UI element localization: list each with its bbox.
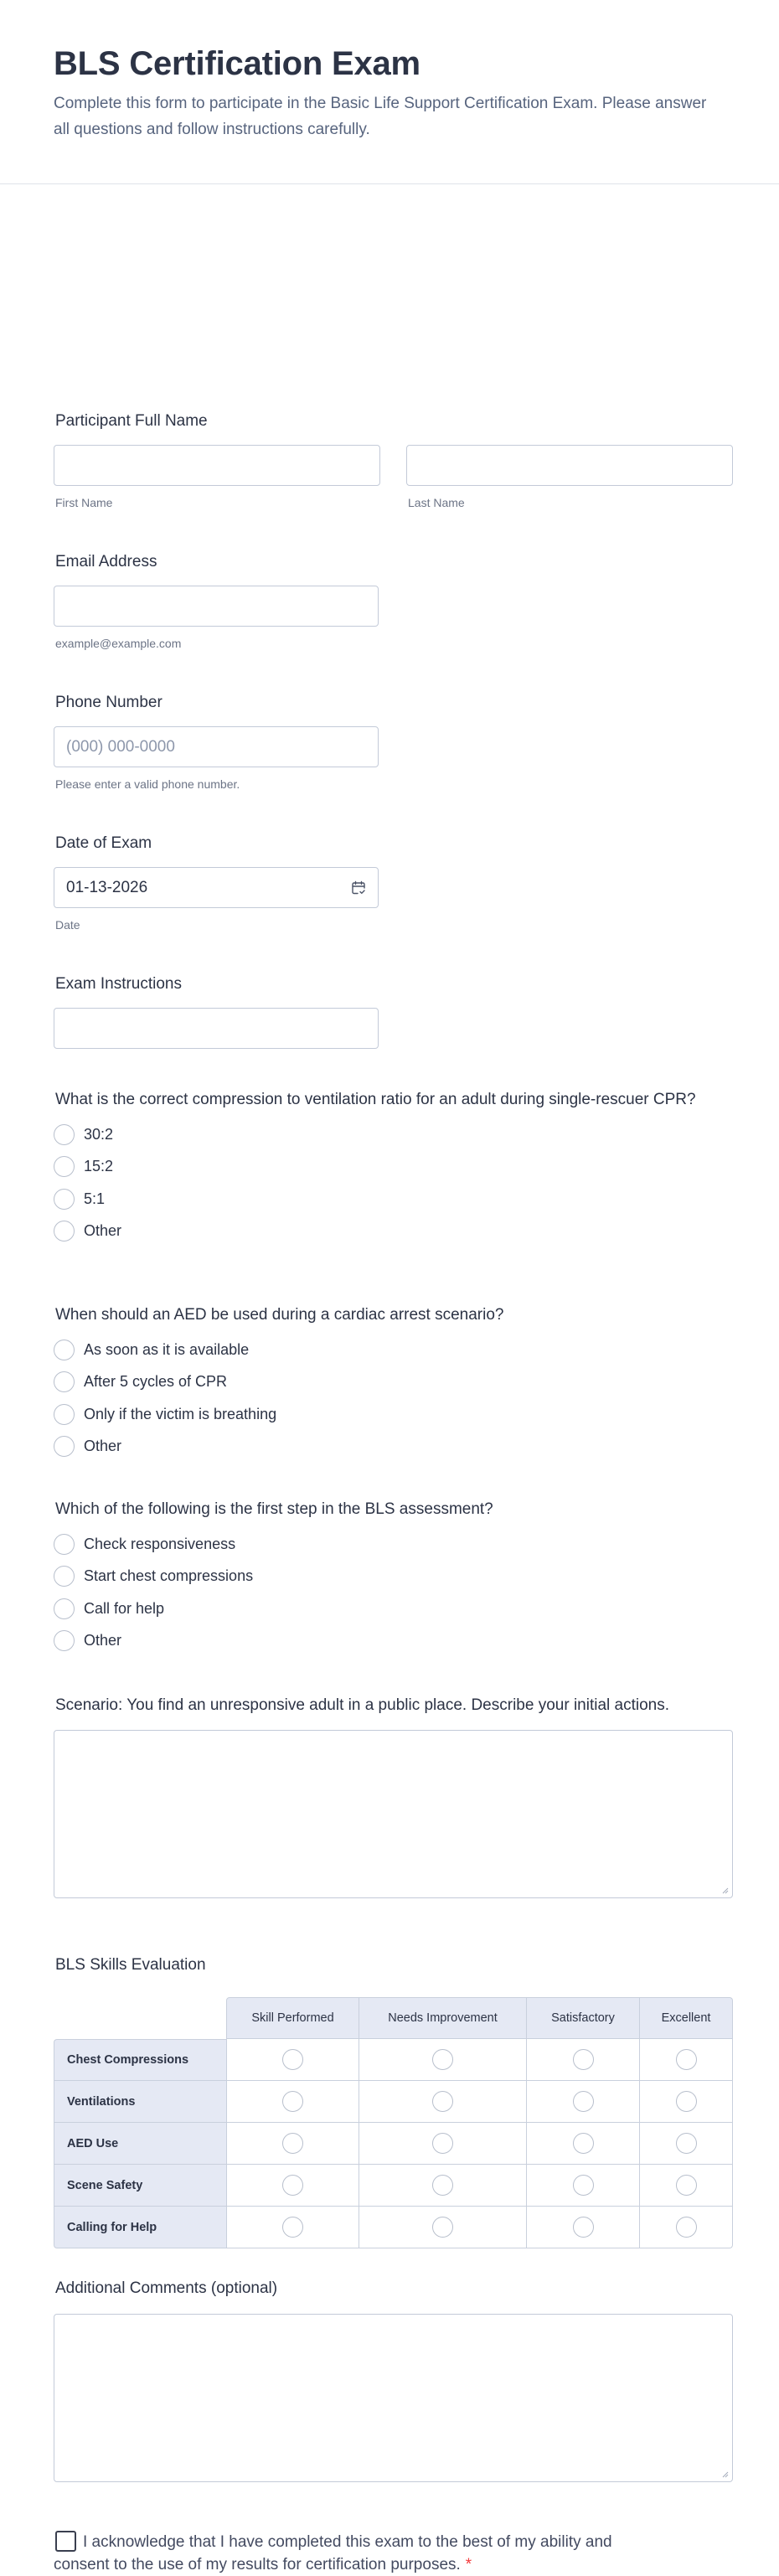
radio-button[interactable] [54, 1156, 75, 1177]
matrix-row [54, 2123, 733, 2165]
matrix-header-row [54, 1997, 733, 2039]
matrix-radio[interactable] [432, 2049, 453, 2070]
matrix-radio[interactable] [676, 2091, 697, 2112]
consent-label[interactable] [54, 2531, 662, 2576]
question-2-text: When should an AED be used during a cardiac arrest scenario? [55, 1306, 504, 1324]
option-label: Other [84, 1222, 122, 1240]
last-name-group [406, 445, 733, 509]
matrix-row-label: Calling for Help [54, 2207, 226, 2248]
option-label: After 5 cycles of CPR [84, 1373, 228, 1391]
scenario-field [54, 1695, 733, 1898]
date-value: 01-13-2026 [66, 878, 148, 896]
matrix-column-header: Satisfactory [527, 1997, 640, 2039]
option-label: Only if the victim is breathing [84, 1405, 277, 1422]
radio-button[interactable] [54, 1221, 75, 1242]
matrix-row-label: Ventilations [54, 2081, 226, 2123]
question-3-option[interactable] [54, 1625, 733, 1658]
radio-button[interactable] [54, 1630, 75, 1651]
question-2-option[interactable] [54, 1398, 733, 1431]
question-1-options [54, 1118, 733, 1247]
radio-button[interactable] [54, 1340, 75, 1360]
matrix-radio[interactable] [282, 2175, 303, 2196]
question-3-option[interactable] [54, 1561, 733, 1593]
question-1-text: What is the correct compression to ventilation ratio for an adult during single-rescuer CPR? [55, 1091, 696, 1108]
question-1-option[interactable] [54, 1118, 733, 1151]
skills-matrix [54, 1997, 733, 2248]
resize-grip-icon[interactable] [722, 1887, 729, 1894]
matrix-radio[interactable] [282, 2049, 303, 2070]
phone-sublabel: Please enter a valid phone number. [55, 777, 240, 791]
matrix-radio[interactable] [573, 2217, 594, 2238]
full-name-label: Participant Full Name [55, 412, 208, 430]
matrix-radio[interactable] [573, 2049, 594, 2070]
matrix-radio[interactable] [676, 2049, 697, 2070]
date-label: Date of Exam [55, 834, 152, 852]
consent-checkbox[interactable] [55, 2531, 76, 2552]
radio-button[interactable] [54, 1534, 75, 1555]
resize-grip-icon[interactable] [722, 2471, 729, 2478]
skills-evaluation-field [54, 1955, 733, 2248]
question-3-options [54, 1528, 733, 1657]
form-title: BLS Certification Exam [54, 45, 420, 82]
matrix-radio[interactable] [676, 2133, 697, 2154]
matrix-radio[interactable] [676, 2175, 697, 2196]
first-name-input[interactable] [54, 445, 380, 486]
question-2-option[interactable] [54, 1334, 733, 1366]
matrix-radio[interactable] [432, 2217, 453, 2238]
scenario-textarea[interactable] [54, 1730, 733, 1898]
matrix-column-header: Skill Performed [226, 1997, 359, 2039]
question-1-option[interactable] [54, 1216, 733, 1248]
date-field [54, 834, 733, 932]
option-label: 5:1 [84, 1190, 106, 1207]
comments-field [54, 2279, 733, 2482]
matrix-radio[interactable] [282, 2217, 303, 2238]
date-sublabel: Date [55, 918, 80, 932]
option-label: Other [84, 1632, 122, 1649]
matrix-row [54, 2165, 733, 2207]
question-3-option[interactable] [54, 1528, 733, 1561]
matrix-radio[interactable] [573, 2133, 594, 2154]
question-2-options [54, 1334, 733, 1463]
first-name-group [54, 445, 380, 509]
option-label: Other [84, 1438, 122, 1455]
exam-instructions-label: Exam Instructions [55, 975, 182, 993]
question-2-option[interactable] [54, 1366, 733, 1399]
matrix-row [54, 2207, 733, 2248]
option-label: Call for help [84, 1599, 165, 1617]
email-label: Email Address [55, 553, 157, 570]
matrix-radio[interactable] [282, 2133, 303, 2154]
full-name-field [54, 411, 733, 509]
skills-evaluation-label: BLS Skills Evaluation [55, 1956, 206, 1974]
matrix-radio[interactable] [676, 2217, 697, 2238]
phone-field [54, 693, 733, 791]
question-2 [54, 1304, 733, 1463]
form-header [0, 0, 779, 184]
email-field [54, 552, 733, 650]
exam-instructions-input[interactable] [54, 1008, 379, 1049]
first-name-sublabel: First Name [55, 496, 113, 509]
comments-textarea[interactable] [54, 2314, 733, 2482]
exam-instructions-field [54, 974, 733, 1049]
phone-label: Phone Number [55, 694, 163, 711]
last-name-sublabel: Last Name [408, 496, 465, 509]
email-input[interactable] [54, 586, 379, 627]
matrix-row-label: AED Use [54, 2123, 226, 2165]
form-description: Complete this form to participate in the Basic Life Support Certification Exam. Please answer all questions and follow instructions carefully. [54, 95, 707, 138]
question-3-text: Which of the following is the first step in the BLS assessment? [55, 1500, 493, 1518]
matrix-row [54, 2039, 733, 2081]
matrix-column-header: Needs Improvement [359, 1997, 527, 2039]
question-1-option[interactable] [54, 1151, 733, 1184]
question-3 [54, 1499, 733, 1657]
option-label: 15:2 [84, 1158, 114, 1175]
matrix-row-label: Scene Safety [54, 2165, 226, 2207]
consent-field [54, 2531, 662, 2576]
option-label: Start chest compressions [84, 1567, 254, 1585]
option-label: Check responsiveness [84, 1535, 236, 1552]
radio-button[interactable] [54, 1598, 75, 1619]
scenario-label: Scenario: You find an unresponsive adult in a public place. Describe your initial actions. [55, 1696, 670, 1714]
radio-button[interactable] [54, 1436, 75, 1457]
radio-button[interactable] [54, 1124, 75, 1145]
question-1 [54, 1089, 733, 1247]
email-sublabel: example@example.com [55, 637, 182, 650]
option-label: 30:2 [84, 1125, 114, 1143]
radio-button[interactable] [54, 1371, 75, 1392]
matrix-radio[interactable] [573, 2175, 594, 2196]
required-asterisk: * [465, 2556, 472, 2573]
matrix-column-header: Excellent [640, 1997, 733, 2039]
question-3-option[interactable] [54, 1593, 733, 1625]
question-1-option[interactable] [54, 1183, 733, 1216]
comments-label: Additional Comments (optional) [55, 2279, 278, 2297]
radio-button[interactable] [54, 1404, 75, 1425]
phone-input[interactable]: (000) 000-0000 [54, 726, 379, 767]
radio-button[interactable] [54, 1566, 75, 1587]
last-name-input[interactable] [406, 445, 733, 486]
calendar-icon[interactable] [351, 880, 366, 896]
date-input[interactable] [54, 867, 379, 908]
matrix-radio[interactable] [573, 2091, 594, 2112]
matrix-radio[interactable] [432, 2133, 453, 2154]
question-2-option[interactable] [54, 1431, 733, 1464]
consent-text: I acknowledge that I have completed this exam to the best of my ability and consent to the use of my results for certification purposes. [54, 2533, 612, 2573]
matrix-radio[interactable] [432, 2091, 453, 2112]
matrix-row-label: Chest Compressions [54, 2039, 226, 2081]
matrix-radio[interactable] [432, 2175, 453, 2196]
radio-button[interactable] [54, 1189, 75, 1210]
option-label: As soon as it is available [84, 1340, 250, 1358]
matrix-radio[interactable] [282, 2091, 303, 2112]
matrix-row [54, 2081, 733, 2123]
